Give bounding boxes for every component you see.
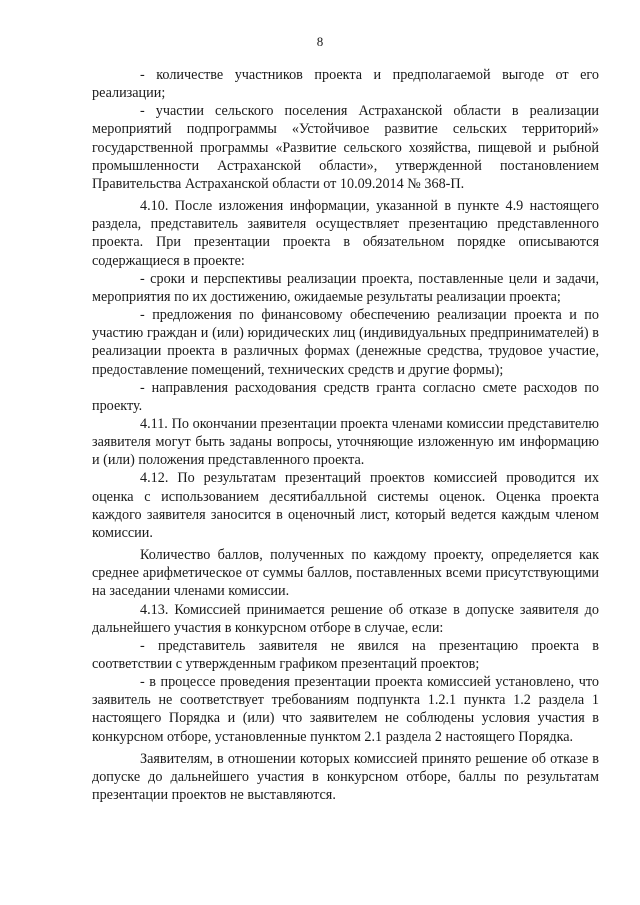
paragraph: - в процессе проведения презентации проекта комиссией установлено, что заявитель не соответствует требованиям подпункта 1.2.1 пункта 1.2 раздела 1 настоящего Порядка и (или) что заявителем не соблюдены условия участия в конкурсном отборе, установленные пунктом 2.1 раздела 2 настоящего Порядка. bbox=[92, 674, 599, 745]
paragraph: Количество баллов, полученных по каждому проекту, определяется как среднее арифметическое от суммы баллов, поставленных всеми присутствующими на заседании членами комиссии. bbox=[92, 547, 599, 600]
paragraph: 4.10. После изложения информации, указанной в пункте 4.9 настоящего раздела, представитель заявителя осуществляет презентацию представленного проекта. При презентации проекта в обязательном порядке описываются содержащиеся в проекте: bbox=[92, 198, 599, 269]
paragraph: - направления расходования средств гранта согласно смете расходов по проекту. bbox=[92, 379, 599, 414]
paragraph: - участии сельского поселения Астраханской области в реализации мероприятий подпрограммы «Устойчивое развитие сельских территорий» государственной программы «Развитие сельского хозяйства, пищевой и рыбной промышленности Астраханской области», утвержденной постановлением Правительства Астраханской области от 10.09.2014 № 368-П. bbox=[92, 103, 599, 192]
paragraph: 4.12. По результатам презентаций проектов комиссией проводится их оценка с использованием десятибалльной системы оценок. Оценка проекта каждого заявителя заносится в оценочный лист, который ведется каждым членом комиссии. bbox=[92, 470, 599, 541]
paragraph: - представитель заявителя не явился на презентацию проекта в соответствии с утвержденным графиком презентаций проектов; bbox=[92, 637, 599, 672]
paragraph: - количестве участников проекта и предполагаемой выгоде от его реализации; bbox=[92, 67, 599, 102]
paragraph: 4.11. По окончании презентации проекта членами комиссии представителю заявителя могут быть заданы вопросы, уточняющие изложенную им информацию и (или) положения представленного проекта. bbox=[92, 415, 599, 469]
paragraph: - предложения по финансовому обеспечению реализации проекта и по участию граждан и (или) юридических лиц (индивидуальных предпринимателей) в реализации проекта в различных формах (денежные средства, трудовое участие, предоставление помещений, технических средств и другие формы); bbox=[92, 307, 599, 378]
document-body bbox=[92, 66, 599, 804]
paragraph: 4.13. Комиссией принимается решение об отказе в допуске заявителя до дальнейшего участия в конкурсном отборе в случае, если: bbox=[92, 601, 599, 636]
page-number: 8 bbox=[316, 34, 324, 49]
paragraph: - сроки и перспективы реализации проекта, поставленные цели и задачи, мероприятия по их достижению, ожидаемые результаты реализации проекта; bbox=[92, 270, 599, 305]
paragraph: Заявителям, в отношении которых комиссией принято решение об отказе в допуске до дальнейшего участия в конкурсном отборе, баллы по результатам презентации проектов не выставляются. bbox=[92, 750, 599, 804]
